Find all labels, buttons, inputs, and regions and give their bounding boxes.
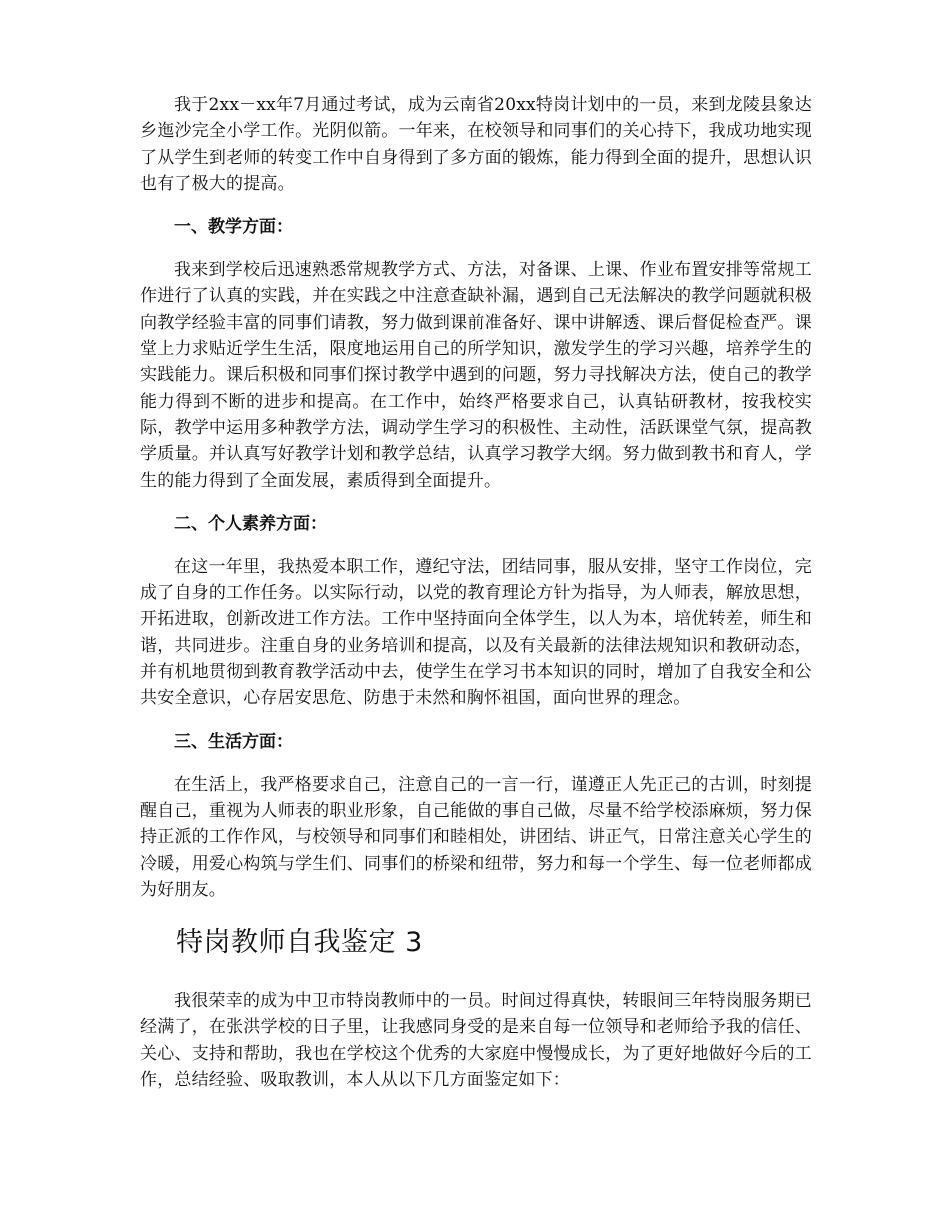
spacer <box>140 494 812 511</box>
section-heading-life: 三、生活方面： <box>174 731 293 752</box>
closing-paragraph: 我很荣幸的成为中卫市特岗教师中的一员。时间过得真快，转眼间三年特岗服务期已经满了，在张洪学校的日子里，让我感同身受的是来自每一位领导和老师给予我的信任、关心、支持和帮助，我也在学校这个优秀的大家庭中慢慢成长，为了更好地做好今后的工作，总结经验、吸取教训，本人从以下几方面鉴定如下： <box>140 991 812 1091</box>
spacer <box>140 197 812 214</box>
spacer <box>140 537 812 554</box>
spacer <box>140 712 812 729</box>
section-body-life: 在生活上，我严格要求自己，注意自己的一言一行，谨遵正人先正己的古训，时刻提醒自己，重视为人师表的职业形象，自己能做的事自己做，尽量不给学校添麻烦，努力保持正派的工作作风，与校领导和同事们和睦相处，讲团结、讲正气，日常注意关心学生的冷暖，用爱心构筑与学生们、同事们的桥梁和纽带，努力和每一个学生、每一位老师都成为好朋友。 <box>140 774 812 900</box>
section-body-teaching: 我来到学校后迅速熟悉常规教学方式、方法，对备课、上课、作业布置安排等常规工作进行了认真的实践，并在实践之中注意查缺补漏，遇到自己无法解决的教学问题就积极向教学经验丰富的同事们请教，努力做到课前准备好、课中讲解透、课后督促检查严。课堂上力求贴近学生生活，限度地运用自己的所学知识，激发学生的学习兴趣，培养学生的实践能力。课后积极和同事们探讨教学中遇到的问题，努力寻找解决方法，使自己的教学能力得到不断的进步和提高。在工作中，始终严格要求自己，认真钻研教材，按我校实际，教学中运用多种教学方法，调动学生学习的积极性、主动性，活跃课堂气氛，提高教学质量。并认真写好教学计划和教学总结，认真学习教学大纲。努力做到教书和育人，学生的能力得到了全面发展，素质得到全面提升。 <box>140 260 812 491</box>
section-heading-teaching: 一、教学方面： <box>174 217 293 238</box>
section-heading-personal: 二、个人素养方面： <box>174 513 327 534</box>
section-title: 特岗教师自我鉴定 3 <box>176 927 423 959</box>
spacer <box>140 961 812 988</box>
document-page <box>140 92 812 1093</box>
spacer <box>140 903 812 925</box>
spacer <box>140 240 812 257</box>
section-body-personal: 在这一年里，我热爱本职工作，遵纪守法，团结同事，服从安排，坚守工作岗位，完成了自身的工作任务。以实际行动，以党的教育理论方针为指导，为人师表，解放思想，开拓进取，创新改进工作方法。工作中坚持面向全体学生，以人为本，培优转差，师生和谐，共同进步。注重自身的业务培训和提高，以及有关最新的法律法规知识和教研动态，并有机地贯彻到教育教学活动中去，使学生在学习书本知识的同时，增加了自我安全和公共安全意识，心存居安思危、防患于未然和胸怀祖国，面向世界的理念。 <box>140 556 812 709</box>
intro-paragraph: 我于2xx－xx年7月通过考试，成为云南省20xx特岗计划中的一员，来到龙陵县象达乡迤沙完全小学工作。光阴似箭。一年来，在校领导和同事们的关心持下，我成功地实现了从学生到老师的转变工作中自身得到了多方面的锻炼，能力得到全面的提升，思想认识也有了极大的提高。 <box>140 95 812 194</box>
spacer <box>140 755 812 772</box>
